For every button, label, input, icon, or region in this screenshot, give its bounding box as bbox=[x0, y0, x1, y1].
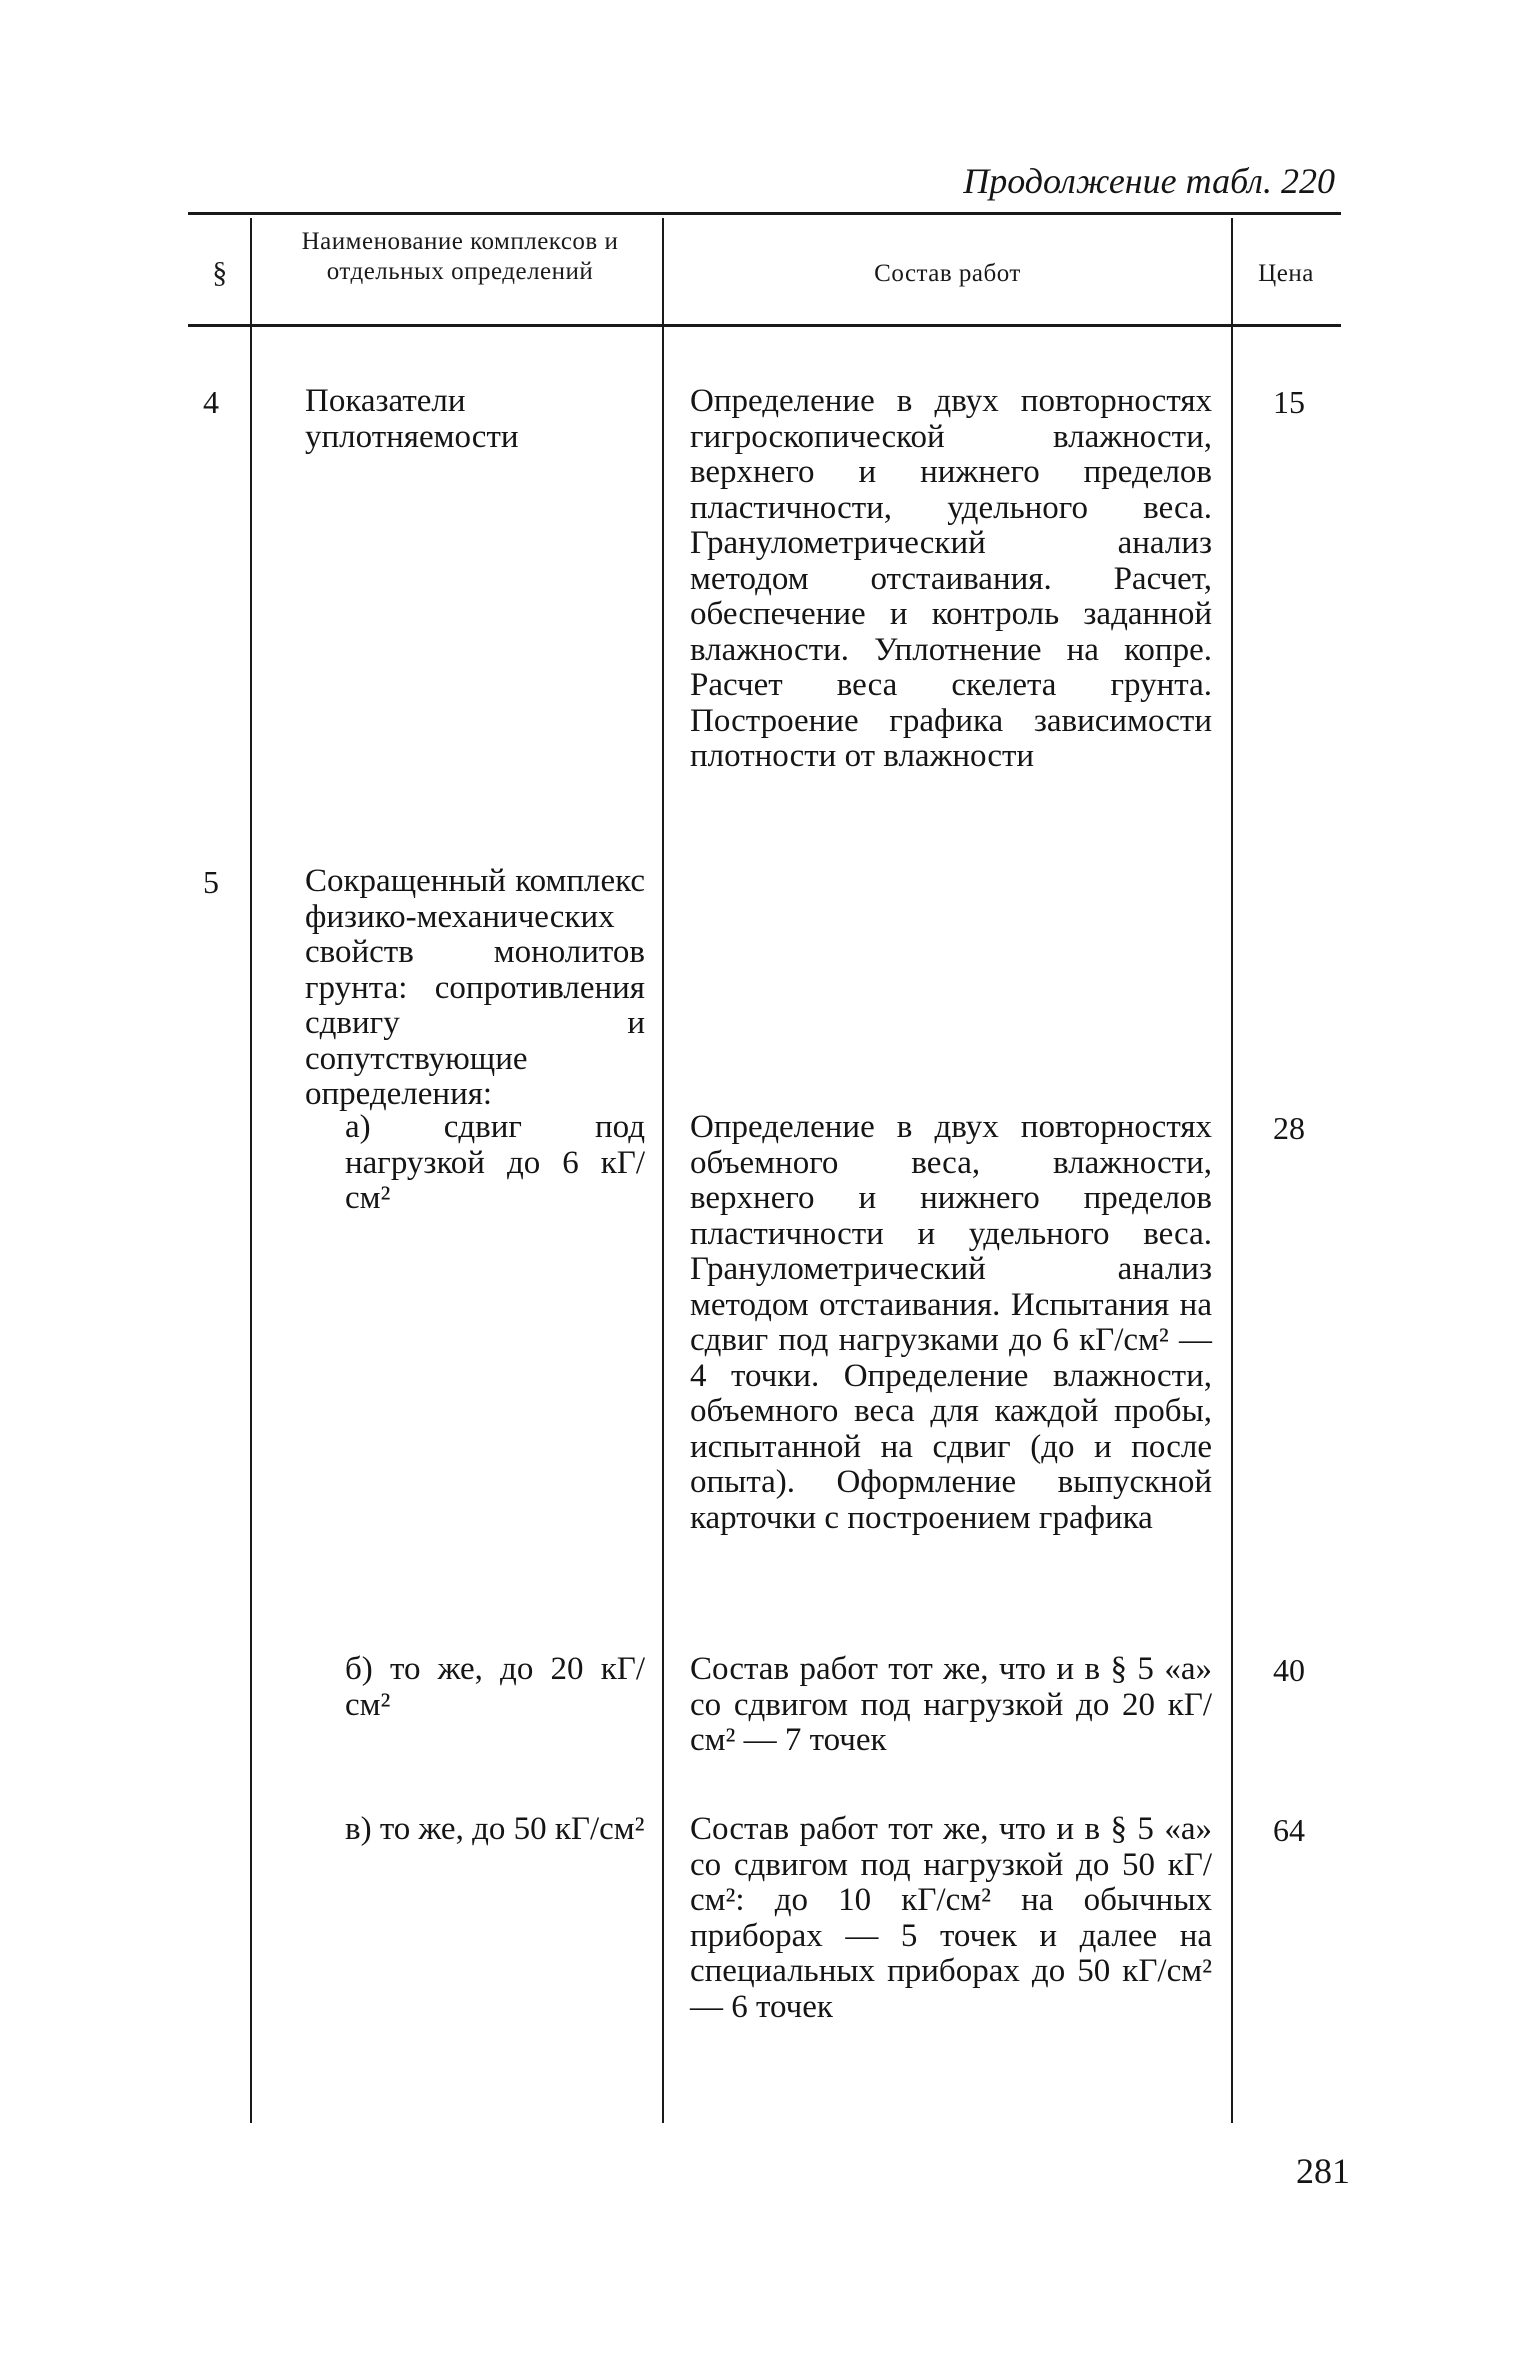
header-work: Состав работ bbox=[874, 260, 1021, 287]
table-top-rule bbox=[188, 212, 1341, 215]
row-work-4: Определение в двух повторностях гигроскопической влажности, верхнего и нижнего пределов пластичности, удельного веса. Гранулометрический анализ методом отстаивания. Расчет, обеспечение и контроль заданной влажности. Уплотнение на копре. Расчет веса скелета грунта. Построение графика зависимости плотности от влажности bbox=[690, 383, 1212, 774]
subrow-price-b: 40 bbox=[1273, 1652, 1305, 1688]
subrow-price-c: 64 bbox=[1273, 1812, 1305, 1848]
subrow-work-b: Состав работ тот же, что и в § 5 «а» со сдвигом под нагрузкой до 20 кГ/см² — 7 точек bbox=[690, 1651, 1212, 1758]
subrow-name-c: в) то же, до 50 кГ/см² bbox=[345, 1811, 645, 1847]
row-section-5: 5 bbox=[203, 864, 219, 900]
subrow-price-a: 28 bbox=[1273, 1110, 1305, 1146]
subrow-name-a: а) сдвиг под нагрузкой до 6 кГ/см² bbox=[345, 1109, 645, 1216]
header-section: § bbox=[212, 256, 228, 289]
row-name-4: Показатели уплотняемости bbox=[305, 383, 519, 455]
header-name: Наименование комплексов и отдельных определений bbox=[301, 228, 619, 285]
subrow-name-b: б) то же, до 20 кГ/см² bbox=[345, 1651, 645, 1723]
row-section-4: 4 bbox=[203, 384, 219, 420]
row-name-5: Сокращенный комплекс физико-механических свойств монолитов грунта: сопротивления сдвигу и сопутствующие определения: bbox=[305, 863, 645, 1112]
subrow-work-c: Состав работ тот же, что и в § 5 «а» со сдвигом под нагрузкой до 50 кГ/см²: до 10 кГ/см² на обычных приборах — 5 точек и далее на специальных приборах до 50 кГ/см² — 6 точек bbox=[690, 1811, 1212, 2025]
column-divider-1 bbox=[250, 218, 252, 2123]
table-header-bottom-rule bbox=[188, 324, 1341, 327]
column-divider-2 bbox=[662, 218, 664, 2123]
subrow-work-a: Определение в двух повторностях объемного веса, влажности, верхнего и нижнего пределов пластичности и удельного веса. Гранулометрический анализ методом отстаивания. Испытания на сдвиг под нагрузками до 6 кГ/см² — 4 точки. Определение влажности, объемного веса для каждой пробы, испытанной на сдвиг (до и после опыта). Оформление выпускной карточки с построением графика bbox=[690, 1109, 1212, 1536]
row-price-4: 15 bbox=[1273, 384, 1305, 420]
page-number: 281 bbox=[1296, 2151, 1350, 2191]
table-continuation-caption: Продолжение табл. 220 bbox=[963, 161, 1335, 201]
column-divider-3 bbox=[1231, 218, 1233, 2123]
header-price: Цена bbox=[1258, 260, 1314, 287]
